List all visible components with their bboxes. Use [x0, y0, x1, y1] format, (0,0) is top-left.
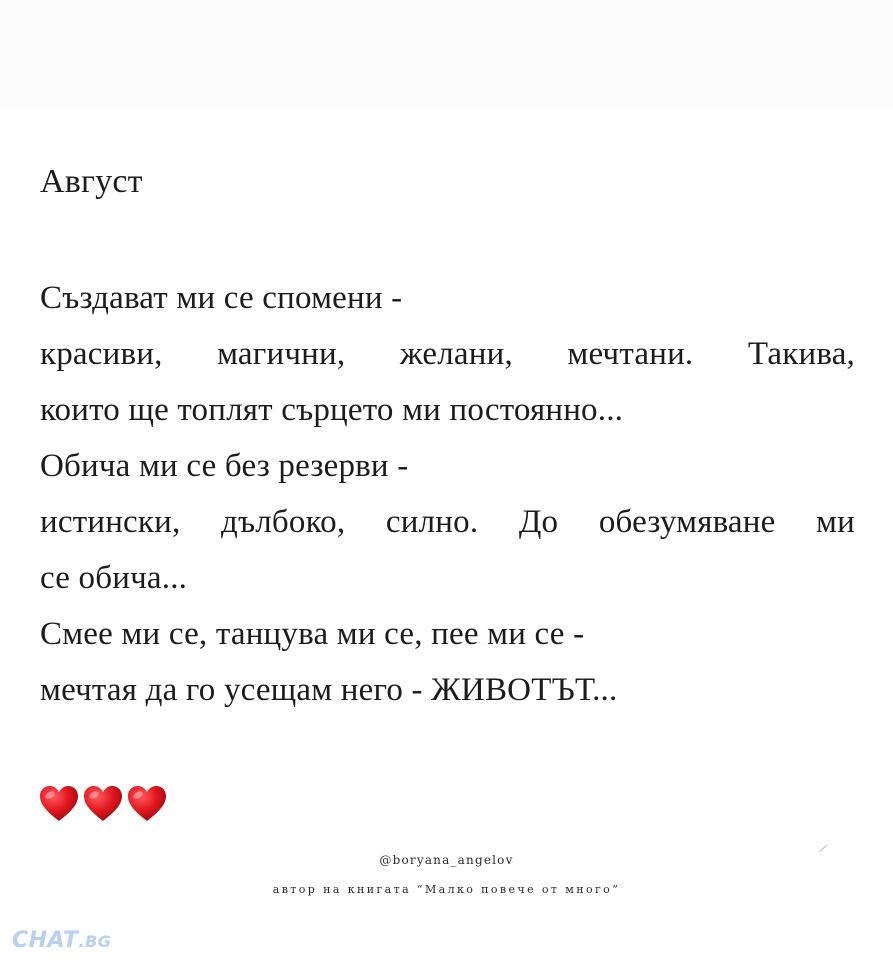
poem-line: Смее ми се, танцува ми се, пее ми се - [40, 616, 585, 652]
poem-line: се обича... [40, 560, 188, 596]
heart-icon [82, 784, 124, 824]
book-credit: автор на книгата “Малко повече от много” [272, 883, 621, 896]
stray-mark [819, 845, 827, 852]
heart-icon [38, 784, 80, 824]
watermark-logo [12, 928, 111, 953]
poem-line: истински, дълбоко, силно. До обезумяване ми [40, 504, 855, 540]
watermark-name: CHAT [12, 928, 79, 953]
hearts-row [38, 784, 168, 828]
author-handle: @boryana_angelov [379, 853, 514, 867]
heart-icon [126, 784, 168, 824]
watermark-tld: .BG [78, 932, 112, 951]
poem-line: които ще топлят сърцето ми постоянно... [40, 392, 624, 428]
poem-line: Създават ми се спомени - [40, 280, 403, 316]
poem-line: мечтая да го усещам него - ЖИВОТЪТ... [40, 672, 618, 708]
poem-line: красиви, магични, желани, мечтани. Такива, [40, 336, 855, 372]
poem-line: Обича ми се без резерви - [40, 448, 409, 484]
poem-title: Август [40, 163, 143, 200]
top-band [0, 0, 893, 110]
poem-body [40, 270, 855, 718]
